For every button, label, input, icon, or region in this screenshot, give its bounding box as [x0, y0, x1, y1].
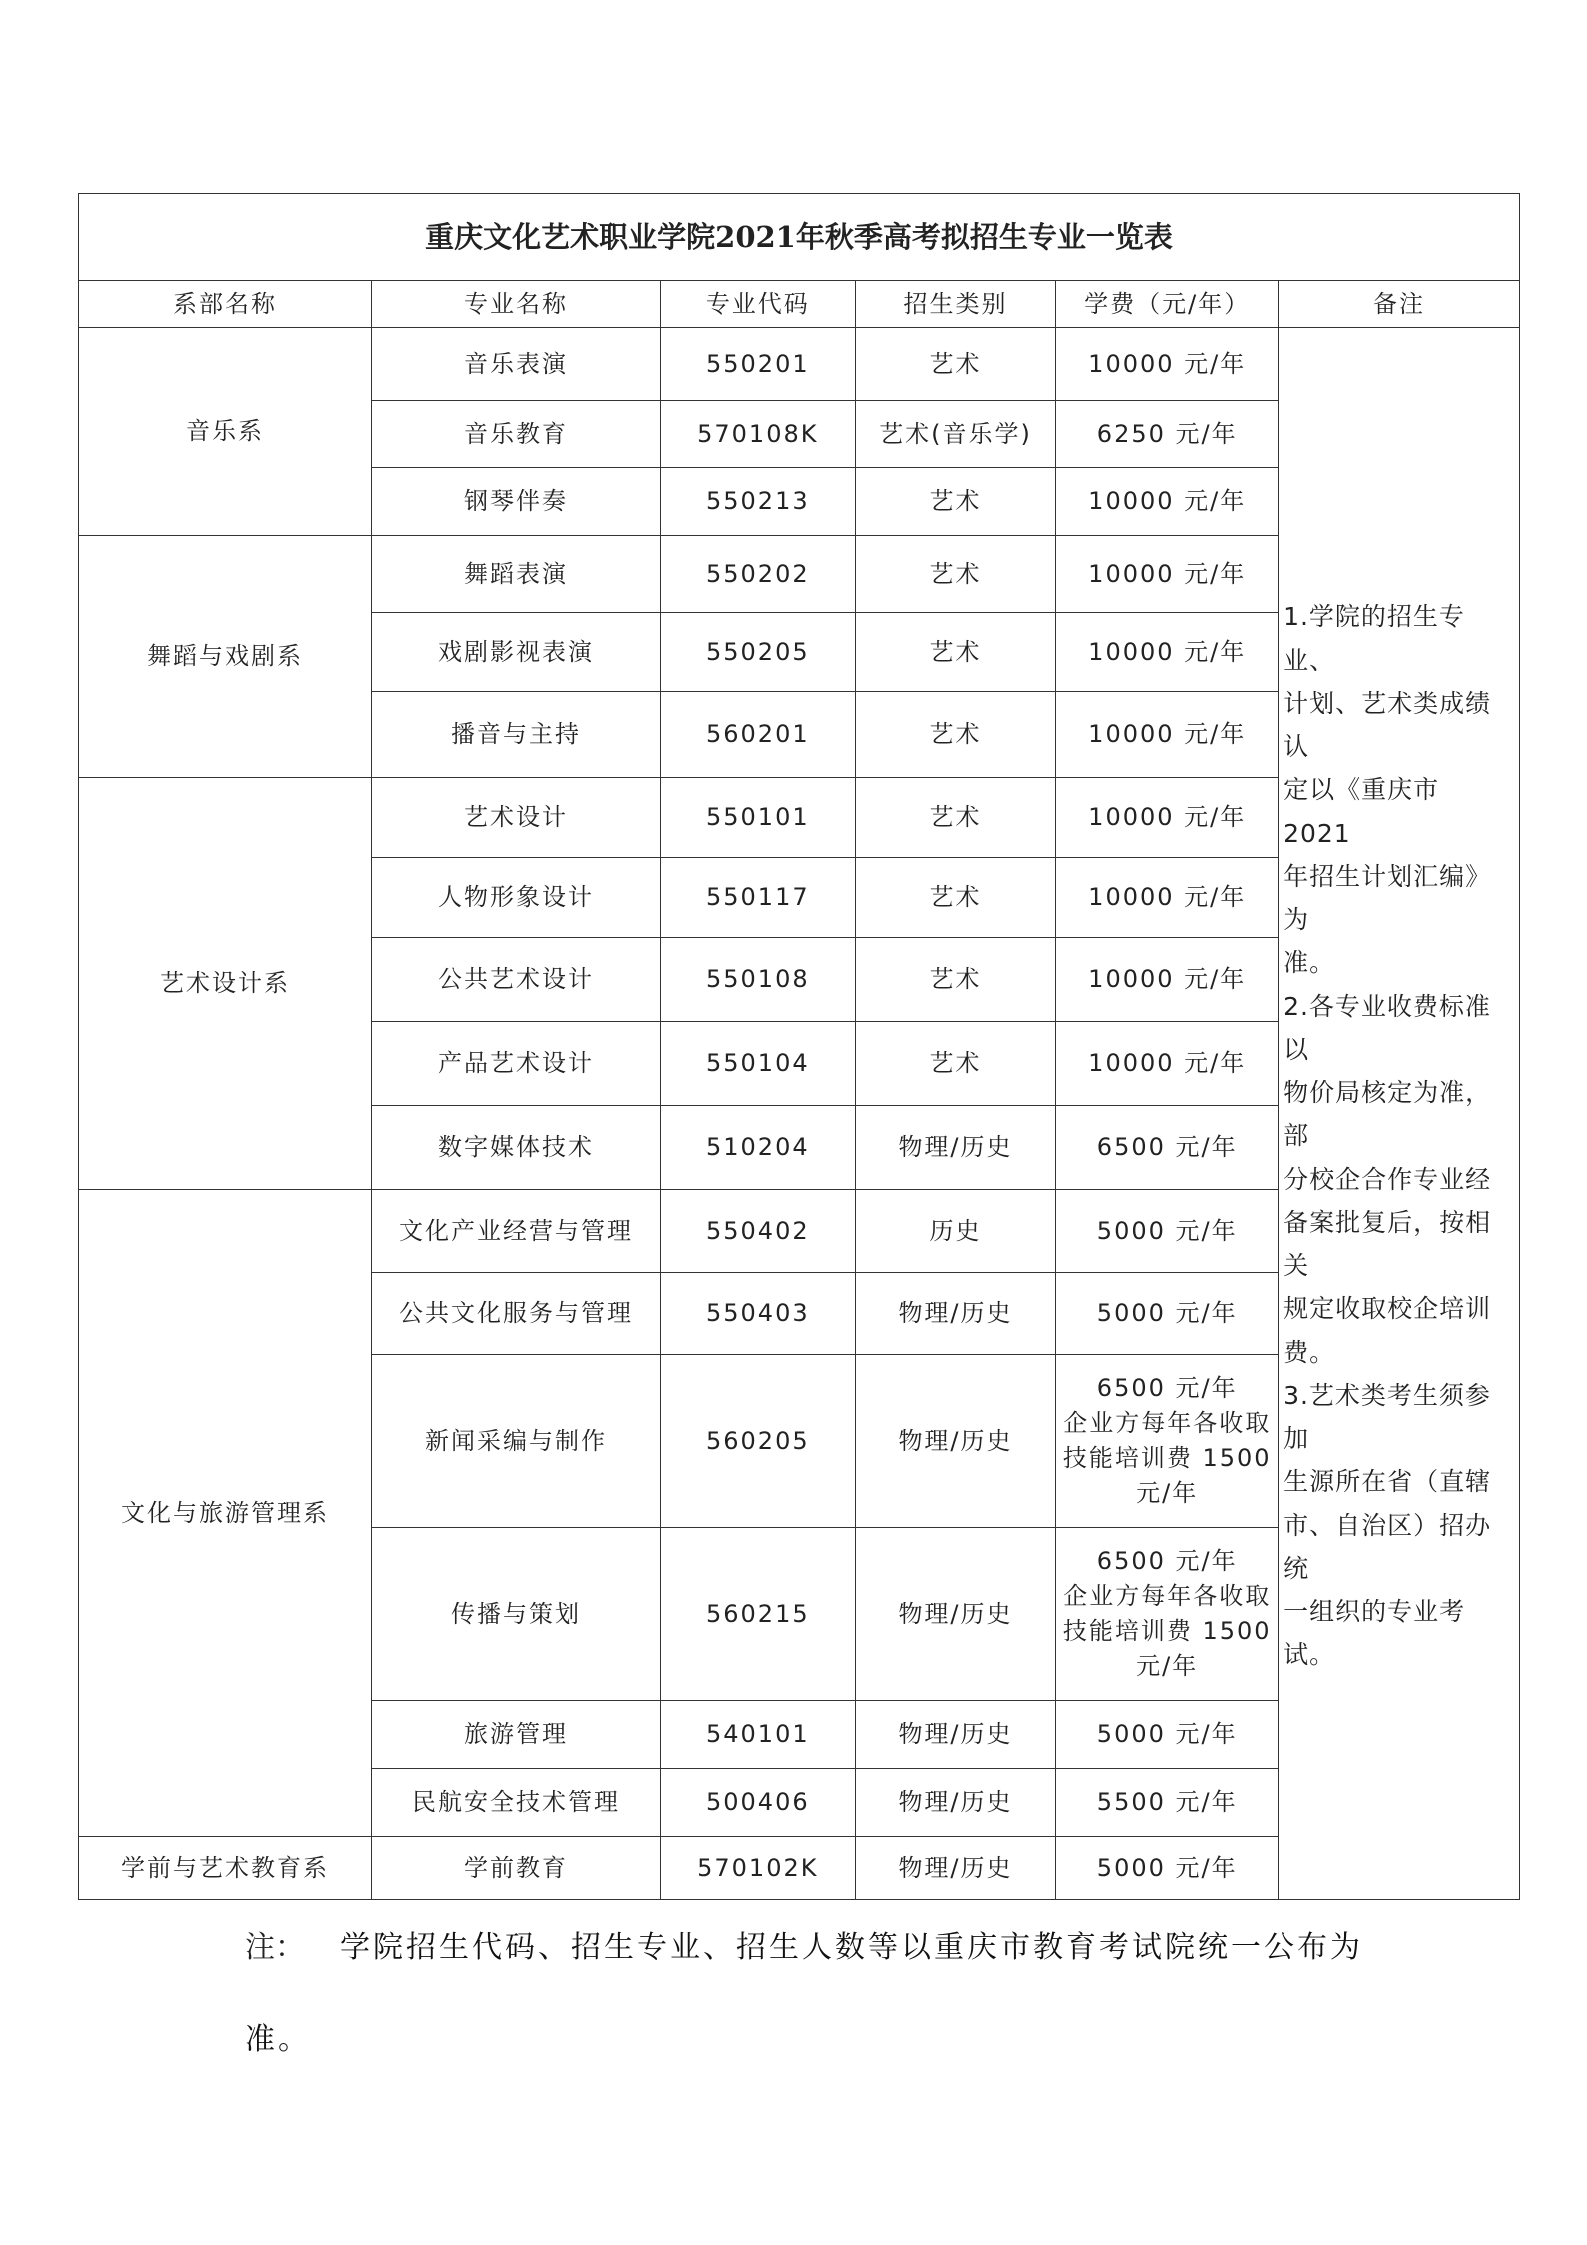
fee-cell: 10000 元/年 [1056, 613, 1279, 692]
remarks-line: 准。 [1283, 948, 1336, 978]
category-cell: 艺术 [855, 328, 1056, 401]
category-cell: 艺术 [855, 468, 1056, 536]
fee-line: 企业方每年各收取 [1063, 1582, 1272, 1611]
major-cell: 公共文化服务与管理 [372, 1273, 661, 1355]
table-header [79, 281, 1520, 328]
category-cell: 艺术 [855, 938, 1056, 1022]
header-dept: 系部名称 [79, 281, 372, 328]
fee-cell [1056, 1355, 1279, 1528]
major-cell: 新闻采编与制作 [372, 1355, 661, 1528]
fee-cell: 10000 元/年 [1056, 536, 1279, 613]
code-cell: 550213 [660, 468, 855, 536]
category-cell: 艺术(音乐学) [855, 401, 1056, 468]
fee-cell: 10000 元/年 [1056, 468, 1279, 536]
fee-cell: 10000 元/年 [1056, 1022, 1279, 1106]
category-cell: 艺术 [855, 1022, 1056, 1106]
fee-line: 技能培训费 1500 [1062, 1617, 1272, 1645]
remarks-line: 年招生计划汇编》为 [1283, 861, 1492, 935]
remarks-line: 生源所在省（直辖 [1283, 1467, 1492, 1497]
major-cell: 数字媒体技术 [372, 1106, 661, 1190]
category-cell: 物理/历史 [855, 1355, 1056, 1528]
remarks-line: 物价局核定为准，部 [1283, 1078, 1492, 1151]
remarks-line: 定以《重庆市 2021 [1283, 775, 1440, 848]
major-cell: 传播与策划 [372, 1528, 661, 1701]
code-cell: 550202 [660, 536, 855, 613]
remarks-line: 市、自治区）招办统 [1283, 1510, 1492, 1583]
code-cell: 550403 [660, 1273, 855, 1355]
code-cell: 500406 [660, 1769, 855, 1837]
fee-cell: 10000 元/年 [1056, 938, 1279, 1022]
code-cell: 560215 [660, 1528, 855, 1701]
category-cell: 艺术 [855, 858, 1056, 938]
major-cell: 人物形象设计 [372, 858, 661, 938]
category-cell: 艺术 [855, 536, 1056, 613]
remarks-line: 3.艺术类考生须参加 [1283, 1380, 1491, 1454]
major-cell: 旅游管理 [372, 1701, 661, 1769]
code-cell: 570108K [660, 401, 855, 468]
fee-line: 6500 元/年 [1096, 1374, 1238, 1403]
category-cell: 艺术 [855, 613, 1056, 692]
category-cell: 物理/历史 [855, 1273, 1056, 1355]
remarks-line: 分校企合作专业经 [1283, 1164, 1492, 1194]
major-cell: 播音与主持 [372, 692, 661, 778]
category-cell: 物理/历史 [855, 1769, 1056, 1837]
major-cell: 钢琴伴奏 [372, 468, 661, 536]
note-text-continued: 准。 [245, 2022, 311, 2057]
fee-line: 技能培训费 1500 [1062, 1444, 1272, 1472]
fee-cell: 10000 元/年 [1056, 328, 1279, 401]
remarks-line: 备案批复后，按相关 [1283, 1207, 1492, 1281]
major-cell: 文化产业经营与管理 [372, 1190, 661, 1273]
table-title: 重庆文化艺术职业学院2021年秋季高考拟招生专业一览表 [79, 194, 1520, 281]
code-cell: 550117 [660, 858, 855, 938]
dept-cell: 艺术设计系 [79, 778, 372, 1190]
fee-cell: 5000 元/年 [1056, 1190, 1279, 1273]
major-cell: 音乐教育 [372, 401, 661, 468]
code-cell: 550101 [660, 778, 855, 858]
major-cell: 学前教育 [372, 1837, 661, 1900]
category-cell: 物理/历史 [855, 1528, 1056, 1701]
fee-cell: 5500 元/年 [1056, 1769, 1279, 1837]
header-category: 招生类别 [855, 281, 1056, 328]
remarks-cell [1279, 328, 1520, 1900]
category-cell: 历史 [855, 1190, 1056, 1273]
major-cell: 戏剧影视表演 [372, 613, 661, 692]
remarks-line: 计划、艺术类成绩认 [1283, 688, 1492, 762]
code-cell: 550104 [660, 1022, 855, 1106]
code-cell: 550201 [660, 328, 855, 401]
major-cell: 艺术设计 [372, 778, 661, 858]
remarks-line: 费。 [1283, 1337, 1336, 1367]
fee-cell: 10000 元/年 [1056, 692, 1279, 778]
category-cell: 艺术 [855, 778, 1056, 858]
fee-line: 元/年 [1136, 1478, 1199, 1507]
code-cell: 570102K [660, 1837, 855, 1900]
category-cell: 艺术 [855, 692, 1056, 778]
major-cell: 公共艺术设计 [372, 938, 661, 1022]
note-text: 学院招生代码、招生专业、招生人数等以重庆市教育考试院统一公布为 [340, 1930, 1363, 1965]
dept-cell: 学前与艺术教育系 [79, 1837, 372, 1900]
header-code: 专业代码 [660, 281, 855, 328]
major-cell: 民航安全技术管理 [372, 1769, 661, 1837]
category-cell: 物理/历史 [855, 1837, 1056, 1900]
remarks-line: 一组织的专业考试。 [1283, 1597, 1466, 1670]
header-fee: 学费（元/年） [1056, 281, 1279, 328]
dept-cell: 音乐系 [79, 328, 372, 536]
fee-cell: 10000 元/年 [1056, 858, 1279, 938]
major-cell: 产品艺术设计 [372, 1022, 661, 1106]
dept-cell: 舞蹈与戏剧系 [79, 536, 372, 778]
note-label: 注： [245, 1930, 305, 1965]
category-cell: 物理/历史 [855, 1701, 1056, 1769]
code-cell: 550402 [660, 1190, 855, 1273]
fee-cell: 10000 元/年 [1056, 778, 1279, 858]
code-cell: 560201 [660, 692, 855, 778]
header-major: 专业名称 [372, 281, 661, 328]
code-cell: 540101 [660, 1701, 855, 1769]
fee-line: 6500 元/年 [1096, 1547, 1238, 1576]
fee-cell: 5000 元/年 [1056, 1273, 1279, 1355]
fee-line: 企业方每年各收取 [1063, 1409, 1272, 1438]
category-cell: 物理/历史 [855, 1106, 1056, 1190]
code-cell: 550205 [660, 613, 855, 692]
code-cell: 550108 [660, 938, 855, 1022]
remarks-line: 1.学院的招生专业、 [1283, 602, 1465, 675]
fee-cell: 6250 元/年 [1056, 401, 1279, 468]
code-cell: 510204 [660, 1106, 855, 1190]
remarks-line: 2.各专业收费标准以 [1283, 991, 1491, 1064]
remarks-line: 规定收取校企培训 [1283, 1294, 1492, 1324]
header-remarks: 备注 [1279, 281, 1520, 328]
dept-cell: 文化与旅游管理系 [79, 1190, 372, 1837]
fee-cell [1056, 1528, 1279, 1701]
major-cell: 音乐表演 [372, 328, 661, 401]
fee-cell: 5000 元/年 [1056, 1837, 1279, 1900]
fee-line: 元/年 [1136, 1651, 1199, 1680]
fee-cell: 6500 元/年 [1056, 1106, 1279, 1190]
major-cell: 舞蹈表演 [372, 536, 661, 613]
fee-cell: 5000 元/年 [1056, 1701, 1279, 1769]
table-row [79, 328, 1520, 401]
enrollment-table [78, 193, 1520, 1900]
code-cell: 560205 [660, 1355, 855, 1528]
